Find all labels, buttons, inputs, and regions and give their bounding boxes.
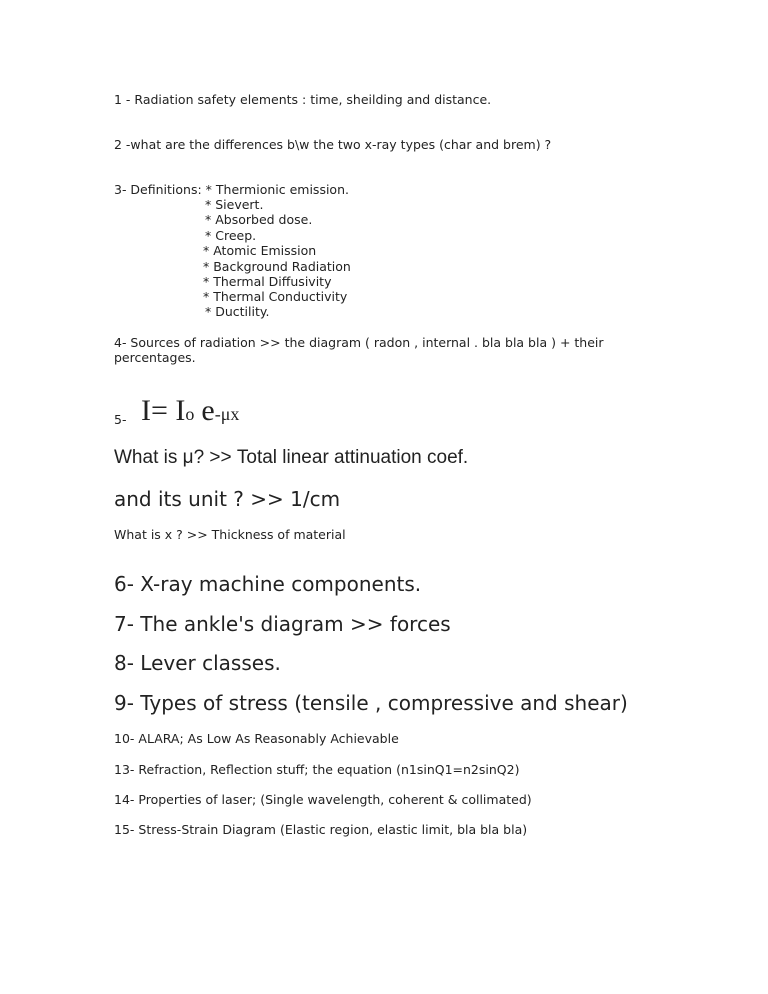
item-4-line-2: percentages. (114, 350, 196, 365)
definition-item: * Absorbed dose. (205, 212, 313, 227)
item-6: 6- X-ray machine components. (114, 572, 422, 596)
definition-item: * Background Radiation (203, 259, 351, 274)
item-9: 9- Types of stress (tensile , compressive and shear) (114, 691, 628, 715)
item-1: 1 - Radiation safety elements : time, sheilding and distance. (114, 92, 492, 107)
equation-subscript: o (185, 404, 195, 424)
item-3-intro: 3- Definitions: * Thermionic emission. (114, 182, 349, 197)
definition-item: * Thermal Conductivity (203, 289, 348, 304)
equation-base: e (201, 394, 215, 427)
item-15: 15- Stress-Strain Diagram (Elastic region, elastic limit, bla bla bla) (114, 822, 528, 837)
unit-question: and its unit ? >> 1/cm (114, 487, 341, 511)
item-14: 14- Properties of laser; (Single wavelength, coherent & collimated) (114, 792, 532, 807)
mu-question: What is μ? >> Total linear attinuation coef. (114, 447, 469, 468)
intensity-equation (141, 393, 239, 432)
equation-exponent: -μx (214, 404, 240, 424)
item-4-line-1: 4- Sources of radiation >> the diagram ( radon , internal . bla bla bla ) + their (114, 335, 604, 350)
item-13: 13- Refraction, Reflection stuff; the equation (n1sinQ1=n2sinQ2) (114, 762, 520, 777)
item-10: 10- ALARA; As Low As Reasonably Achievable (114, 731, 399, 746)
definition-item: * Ductility. (205, 304, 270, 319)
definition-item: * Thermal Diffusivity (203, 274, 332, 289)
equation-lhs: I= I (141, 394, 186, 427)
item-7: 7- The ankle's diagram >> forces (114, 612, 451, 636)
item-2: 2 -what are the differences b\w the two x-ray types (char and brem) ? (114, 137, 552, 152)
x-question: What is x ? >> Thickness of material (114, 527, 346, 542)
definition-item: * Sievert. (205, 197, 264, 212)
definition-item: * Atomic Emission (203, 243, 317, 258)
item-5-number: 5- (114, 412, 127, 427)
item-8: 8- Lever classes. (114, 651, 281, 675)
definition-item: * Creep. (205, 228, 257, 243)
